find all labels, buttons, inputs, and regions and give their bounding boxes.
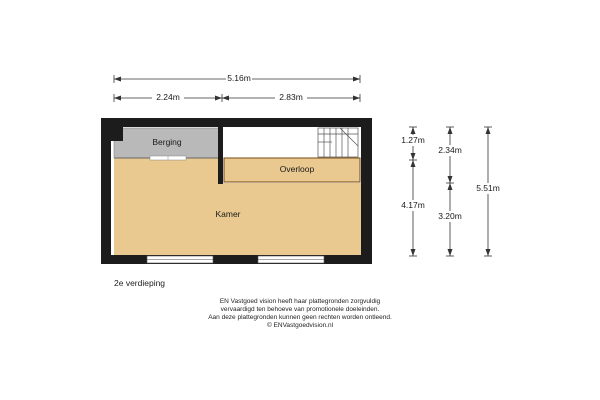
dimension-kamer-height: [435, 183, 465, 256]
dimension-total-width: [114, 72, 360, 84]
dimension-overloop-height: [435, 127, 465, 183]
window-left: [147, 256, 213, 263]
dimension-stair-height: [398, 127, 428, 160]
dim-label-overloop-height: 2.34m: [438, 145, 462, 155]
disclaimer-line: Aan deze plattegronden kunnen geen rechten worden ontleend.: [208, 314, 392, 321]
dim-label-main-height: 4.17m: [401, 200, 425, 210]
dimension-left-width: [114, 91, 222, 103]
dim-label-right-width: 2.83m: [279, 92, 303, 102]
dimension-main-height: [398, 160, 428, 256]
interior-wall: [218, 127, 223, 184]
room-label-overloop: Overloop: [279, 164, 315, 174]
dim-label-kamer-height: 3.20m: [438, 211, 462, 221]
disclaimer-line: EN Vastgoed vision heeft haar plattegronden zorgvuldig: [219, 298, 381, 305]
dim-label-left-width: 2.24m: [156, 92, 180, 102]
dim-label-total-height: 5.51m: [476, 183, 500, 193]
disclaimer: [0, 298, 600, 330]
room-label-berging: Berging: [152, 137, 182, 147]
room-label-kamer: Kamer: [215, 209, 241, 219]
dimension-total-height: [473, 127, 503, 256]
disclaimer-line: © ENVastgoedvision.nl: [266, 322, 334, 329]
window-right: [258, 256, 324, 263]
dim-label-total-width: 5.16m: [227, 73, 251, 83]
dim-label-stair-height: 1.27m: [401, 135, 425, 145]
floor-label: 2e verdieping: [114, 278, 166, 288]
staircase: [318, 128, 358, 157]
dimension-right-width: [222, 91, 360, 103]
disclaimer-line: vervaardigd ten behoeve van promotionele doeleinden.: [220, 306, 380, 313]
